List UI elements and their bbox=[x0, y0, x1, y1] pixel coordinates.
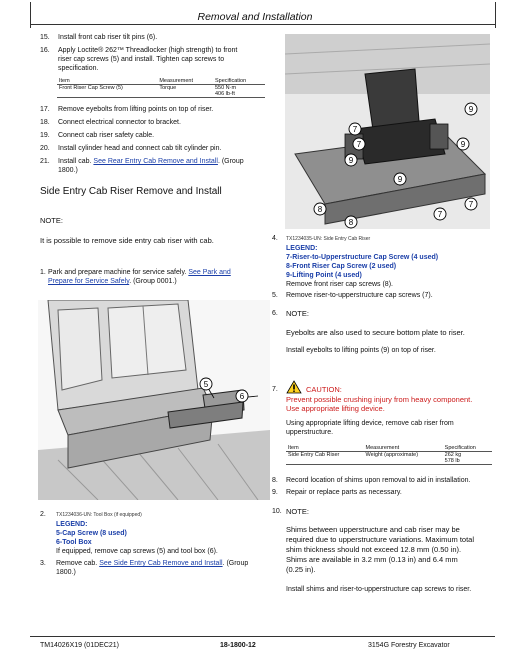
step-1: 1. Park and prepare machine for service safely. See Park and Prepare for Service Safely. (Group 0001.) bbox=[40, 269, 231, 285]
spec-table-cab-riser: Item Measurement Specification Side Entry Cab Riser Weight (approximate) 262 kg 578 lb bbox=[286, 445, 492, 465]
step-10: 10. NOTE: Shims between upperstructure and cab riser may be required due to upperstructure variations. Maximum total shim thickness should not exceed 12.8 mm (0.50 in). Shims are available in 3.2 mm (0.13 in) and 6.4 mm (0.25 in). Install shims and riser-to-upperstructure cap screws to riser. bbox=[272, 507, 475, 593]
link-park-prepare-1[interactable]: See Park and bbox=[188, 269, 231, 276]
callout-9a: 9 bbox=[468, 105, 474, 114]
callout-7d: 7 bbox=[468, 200, 474, 209]
step-7: 7. CAUTION: Prevent possible crushing injury from heavy component. Use appropriate lifting device. Using appropriate lifting device, remove cab riser from upperstructure. bbox=[272, 385, 494, 437]
callout-9b: 9 bbox=[460, 140, 466, 149]
header-rule bbox=[30, 24, 495, 25]
link-rear-entry-cab[interactable]: See Rear Entry Cab Remove and Install bbox=[93, 158, 218, 165]
figure-side-entry-cab-riser bbox=[285, 34, 490, 229]
link-side-entry-cab[interactable]: See Side Entry Cab Remove and Install bbox=[99, 560, 223, 567]
step-16: 16. Apply Loctite® 262™ Threadlocker (high strength) to front riser cap screws (5) and install. Tighten cap screws to specification. bbox=[40, 47, 238, 72]
link-park-prepare-2[interactable]: Prepare for Service Safely bbox=[48, 278, 130, 285]
callout-7a: 7 bbox=[352, 125, 358, 134]
step-5: 5. Remove riser-to-upperstructure cap screws (7). bbox=[272, 292, 433, 299]
note-text: It is possible to remove side entry cab riser with cab. bbox=[40, 236, 214, 245]
step-17: 17. Remove eyebolts from lifting points on top of riser. bbox=[40, 106, 214, 113]
callout-5: 5 bbox=[203, 380, 209, 389]
callout-6: 6 bbox=[239, 392, 245, 401]
step-8: 8. Record location of shims upon removal to aid in installation. bbox=[272, 477, 471, 484]
footer-center: 18-1800-12 bbox=[220, 642, 256, 649]
step-4: 4. TX1234035-UN: Side Entry Cab Riser LEGEND: 7-Riser-to-Upperstructure Cap Screw (4 used) 8-Front Riser Cap Screw (2 used) 9-Lifting Point (4 used) Remove front riser cap screws (8). bbox=[272, 235, 439, 288]
step-19: 19. Connect cab riser safety cable. bbox=[40, 132, 155, 139]
caution-triangle-icon bbox=[286, 380, 302, 394]
callout-7b: 7 bbox=[356, 140, 362, 149]
step-3: 3. Remove cab. See Side Entry Cab Remove and Install. (Group 1800.) bbox=[40, 560, 249, 576]
note-label: NOTE: bbox=[40, 216, 63, 225]
step-21: 21. Install cab. See Rear Entry Cab Remove and Install. (Group 1800.) bbox=[40, 158, 244, 174]
footer-rule bbox=[30, 636, 495, 637]
spec-table-front-riser: Item Measurement Specification Front Riser Cap Screw (5) Torque 550 N·m 406 lb-ft bbox=[57, 78, 265, 98]
callout-8b: 8 bbox=[348, 218, 354, 227]
footer-right: 3154G Forestry Excavator bbox=[368, 642, 450, 649]
figure-tool-box bbox=[38, 300, 270, 500]
step-2: 2. TX1234036-UN: Tool Box (if equipped) LEGEND: 5-Cap Screw (8 used) 6-Tool Box If equipped, remove cap screws (5) and tool box (6). bbox=[40, 511, 218, 555]
section-title: Side Entry Cab Riser Remove and Install bbox=[40, 186, 222, 197]
page-header-title: Removal and Installation bbox=[197, 11, 313, 23]
footer-left: TM14026X19 (01DEC21) bbox=[40, 642, 119, 649]
callout-7c: 7 bbox=[437, 210, 443, 219]
callout-9c: 9 bbox=[348, 156, 354, 165]
step-6: 6. NOTE: Eyebolts are also used to secure bottom plate to riser. Install eyebolts to lifting points (9) on top of riser. bbox=[272, 309, 465, 354]
step-9: 9. Repair or replace parts as necessary. bbox=[272, 489, 402, 496]
callout-9d: 9 bbox=[397, 175, 403, 184]
step-15: 15. Install front cab riser tilt pins (6). bbox=[40, 34, 158, 41]
step-20: 20. Install cylinder head and connect cab tilt cylinder pin. bbox=[40, 145, 222, 152]
callout-8a: 8 bbox=[317, 205, 323, 214]
step-18: 18. Connect electrical connector to bracket. bbox=[40, 119, 181, 126]
